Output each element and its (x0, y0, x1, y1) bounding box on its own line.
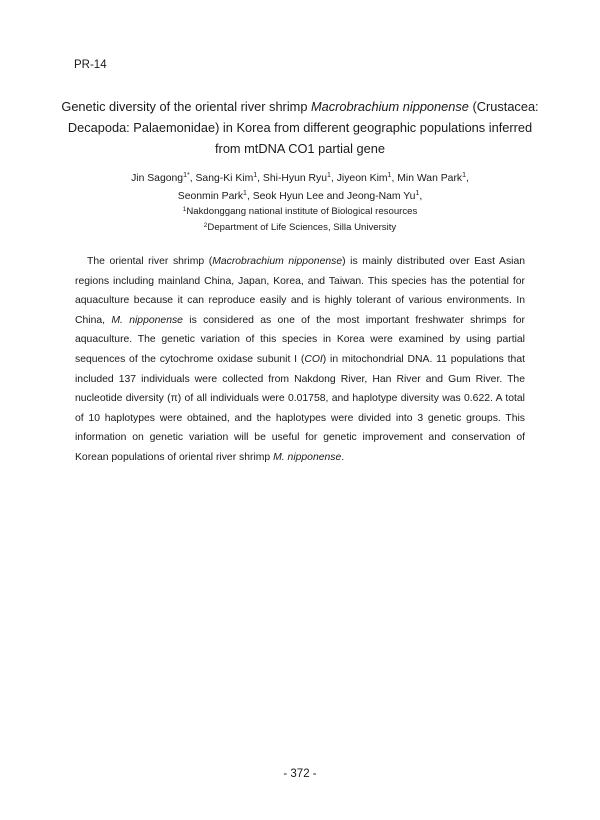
author-sup: 1 (415, 190, 420, 197)
title-part2: (Crustacea: (468, 99, 539, 114)
abstract-text: The oriental river shrimp ( (87, 256, 213, 267)
abstract-text: . (341, 451, 345, 463)
abstract-species: M. nipponense (111, 314, 183, 326)
abstract (75, 252, 525, 468)
author-name: Shi-Hyun Ryu (262, 173, 328, 184)
author-sup: 1 (462, 172, 467, 179)
page-number: - 372 - (283, 768, 317, 780)
title-line2: Decapoda: Palaemonidae) in Korea from different geographic populations inferred (67, 120, 533, 135)
author-sup: 1 (253, 172, 258, 179)
author-sup: 1 (327, 172, 331, 179)
author-sup: 1* (183, 172, 190, 179)
author-name: Min Wan Park (397, 173, 463, 184)
affiliation-sup: 1 (182, 206, 187, 213)
abstract-species: M. nipponense (273, 451, 342, 463)
abstract-text: ) in mitochondrial DNA. 11 populations that included 137 individuals were collected from Nakdong River, Han River and Gum River. The nucleotide diversity (π) of all individuals were 0.01758, and haplotype diversity was 0.622. A total of 10 haplotypes were obtained, and the haplotypes were divided into 3 genetic groups. This information on genetic variation will be useful for genetic improvement and conservation of Korean populations of oriental river shrimp (75, 353, 525, 463)
affiliation-text: Nakdonggang national institute of Biological resources (186, 206, 418, 217)
title-line3: from mtDNA CO1 partial gene (215, 141, 385, 156)
author-name: Sang-Ki Kim (195, 173, 254, 184)
abstract-text: ) is mainly distributed over East Asian regions including mainland China, Japan, Korea, and Taiwan. This species has the potential for aquaculture because it can reproduce easily and is highly tolerant of various environments. In China, (75, 256, 525, 326)
abstract-text: is considered as one of the most important freshwater shrimps for aquaculture. The genetic variation of this species in Korea were examined by using partial sequences of the cytochrome oxidase subunit I ( (75, 314, 525, 365)
author-sup: 1 (387, 172, 392, 179)
author-list: Jin Sagong$^{1*}$, Sang-Ki Kim$^1$, Shi-Hyun Ryu$^1$, Jiyeon Kim$^1$, Min Wan Park$^1$, Seonmin Park$^1$, Seok Hyun Lee and Jeong-Nam Yu$^1$, (131, 172, 469, 202)
affiliation-sup: 2 (203, 222, 208, 229)
author-name: Jin Sagong (131, 173, 184, 184)
author-sup: 1 (243, 190, 247, 197)
affiliation-1 (60, 205, 540, 219)
abstract-gene: COI (304, 353, 323, 365)
affiliation-2 (60, 221, 540, 235)
author-name: Seonmin Park (177, 191, 244, 202)
paper-title (60, 96, 540, 159)
title-species: Macrobrachium nipponense (311, 99, 469, 114)
affiliation-text: Department of Life Sciences, Silla University (207, 222, 397, 233)
author-name: Seok Hyun Lee and Jeong-Nam Yu (252, 191, 416, 202)
title-part1: Genetic diversity of the oriental river shrimp (61, 99, 311, 114)
author-name: Jiyeon Kim (336, 173, 388, 184)
abstract-species: Macrobrachium nipponense (212, 256, 343, 267)
paper-code: PR-14 (74, 59, 107, 71)
